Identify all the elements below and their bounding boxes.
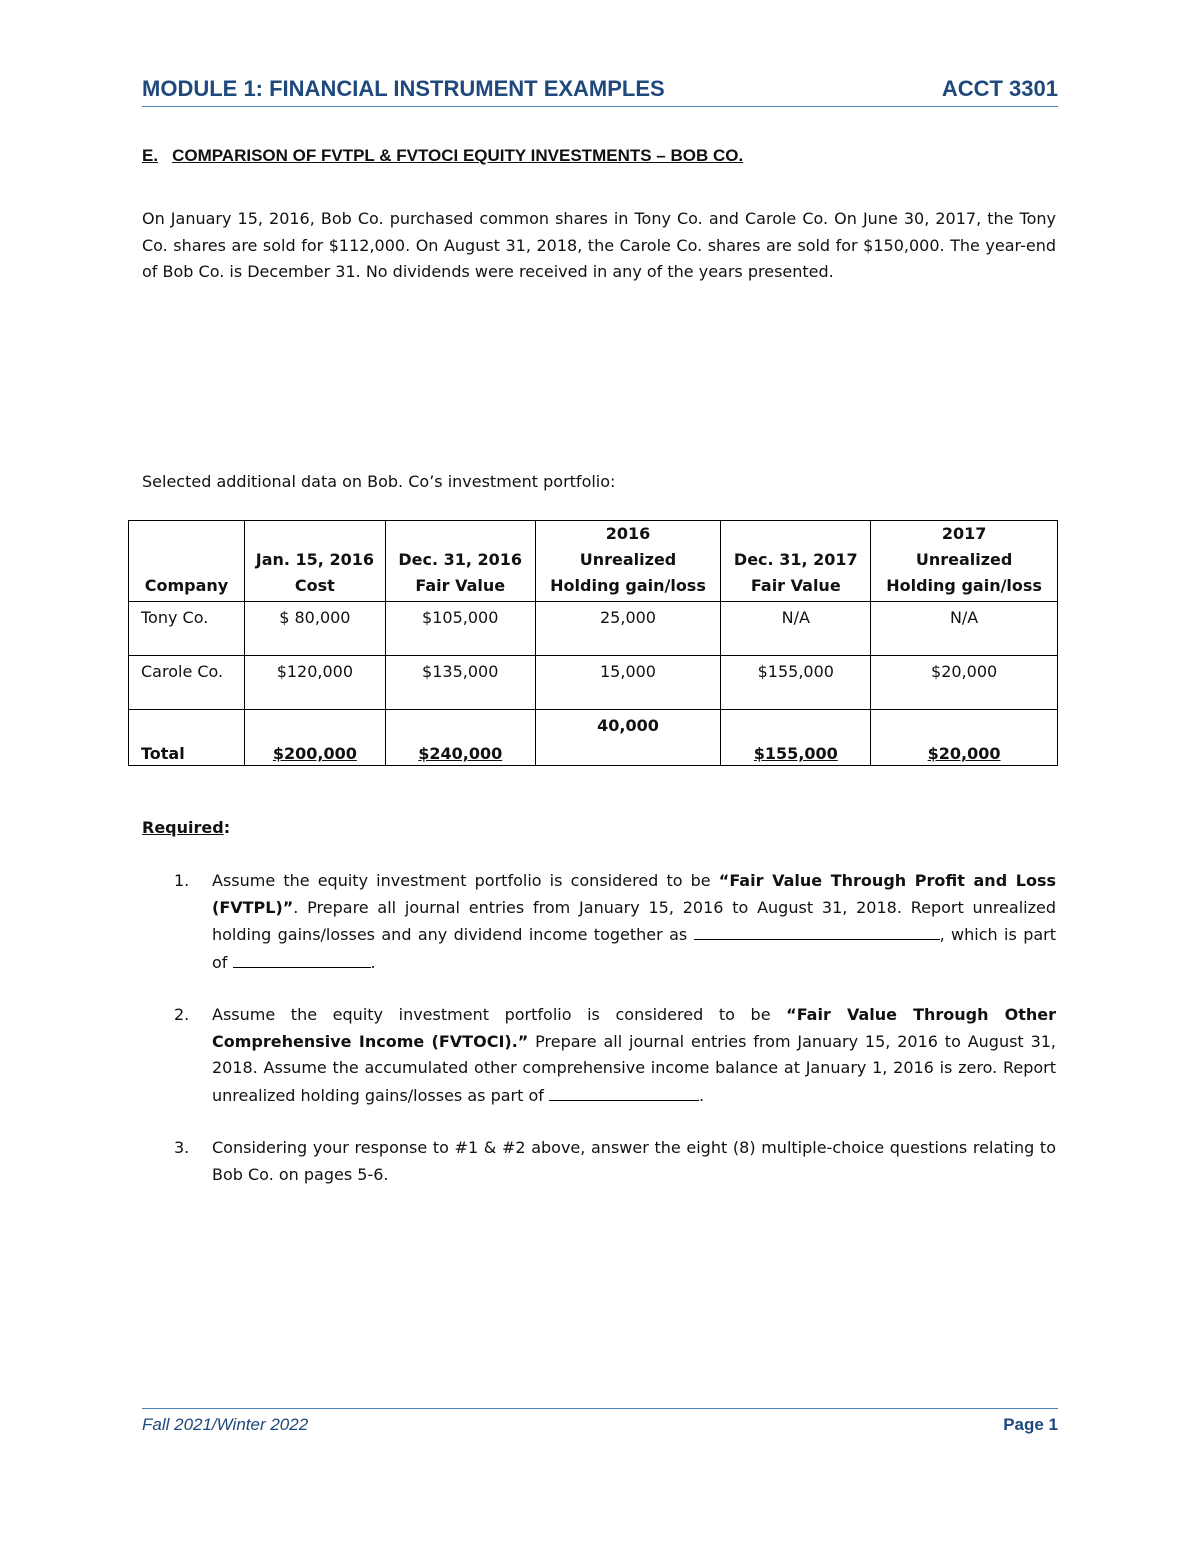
item-text: Considering your response to #1 & #2 above, answer the eight (8) multiple-choice questions relating to Bob Co. on pages 5-6.: [212, 1138, 1056, 1184]
answer-blank: [549, 1082, 699, 1101]
list-item: [142, 1002, 1056, 1109]
table-caption: Selected additional data on Bob. Co’s investment portfolio:: [142, 472, 616, 491]
required-list: [142, 868, 1056, 1214]
table-cell: Carole Co.: [129, 656, 245, 710]
answer-blank: [233, 949, 371, 968]
total-cell: $20,000: [871, 710, 1058, 766]
total-cell: $240,000: [385, 710, 535, 766]
course-code: ACCT 3301: [941, 76, 1058, 101]
term-label: Fall 2021/Winter 2022: [142, 1415, 309, 1434]
section-heading: [142, 146, 743, 166]
item-number: 3.: [174, 1138, 190, 1157]
answer-blank: [694, 921, 940, 940]
table-row: [129, 602, 1058, 656]
col-header-fv-2016: Dec. 31, 2016 Fair Value: [385, 521, 535, 602]
table-cell: $105,000: [385, 602, 535, 656]
section-letter: E.: [142, 146, 159, 165]
table-cell: $155,000: [721, 656, 871, 710]
required-heading: Required:: [142, 818, 231, 837]
module-title: MODULE 1: FINANCIAL INSTRUMENT EXAMPLES: [142, 76, 665, 101]
portfolio-table: [128, 520, 1058, 766]
table-cell: N/A: [871, 602, 1058, 656]
table-cell: $20,000: [871, 656, 1058, 710]
col-header-company: Company: [129, 521, 245, 602]
table-cell: 15,000: [535, 656, 721, 710]
page-number: Page 1: [1003, 1415, 1058, 1434]
col-header-gl-2016: 2016 Unrealized Holding gain/loss: [535, 521, 721, 602]
table-total-row: [129, 710, 1058, 766]
table-cell: $135,000: [385, 656, 535, 710]
page-header: [142, 76, 1058, 107]
item-text: Assume the equity investment portfolio is considered to be “Fair Value Through Other Comprehensive Income (FVTOCI).” Prepare all journal entries from January 15, 2016 to August 31, 2018. Assume the accumulated other comprehensive income balance at January 1, 2016 is zero. Report unrealized holding gains/losses as part of .: [212, 1005, 1057, 1105]
list-item: [142, 868, 1056, 976]
col-header-fv-2017: Dec. 31, 2017 Fair Value: [721, 521, 871, 602]
total-cell: $155,000: [721, 710, 871, 766]
section-title: COMPARISON OF FVTPL & FVTOCI EQUITY INVESTMENTS – BOB CO.: [172, 146, 744, 165]
table-cell: 25,000: [535, 602, 721, 656]
total-cell: $200,000: [244, 710, 385, 766]
item-number: 2.: [174, 1005, 190, 1024]
total-label: Total: [129, 710, 245, 766]
intro-paragraph: On January 15, 2016, Bob Co. purchased common shares in Tony Co. and Carole Co. On June 30, 2017, the Tony Co. shares are sold for $112,000. On August 31, 2018, the Carole Co. shares are sold for $150,000. The year-end of Bob Co. is December 31. No dividends were received in any of the years presented.: [142, 209, 1056, 281]
page-footer: [142, 1408, 1058, 1435]
list-item: [142, 1135, 1056, 1188]
table-cell: Tony Co.: [129, 602, 245, 656]
col-header-cost: Jan. 15, 2016 Cost: [244, 521, 385, 602]
col-header-gl-2017: 2017 Unrealized Holding gain/loss: [871, 521, 1058, 602]
total-cell: 40,000: [535, 710, 721, 766]
table-row: [129, 656, 1058, 710]
table-cell: N/A: [721, 602, 871, 656]
table-cell: $ 80,000: [244, 602, 385, 656]
item-text: Assume the equity investment portfolio is considered to be “Fair Value Through Profit and Loss (FVTPL)”. Prepare all journal entries from January 15, 2016 to August 31, 2018. Report unrealized holding gains/losses and any dividend income together as , which is part of .: [212, 871, 1057, 972]
table-header-row: [129, 521, 1058, 602]
item-number: 1.: [174, 871, 190, 890]
table-cell: $120,000: [244, 656, 385, 710]
